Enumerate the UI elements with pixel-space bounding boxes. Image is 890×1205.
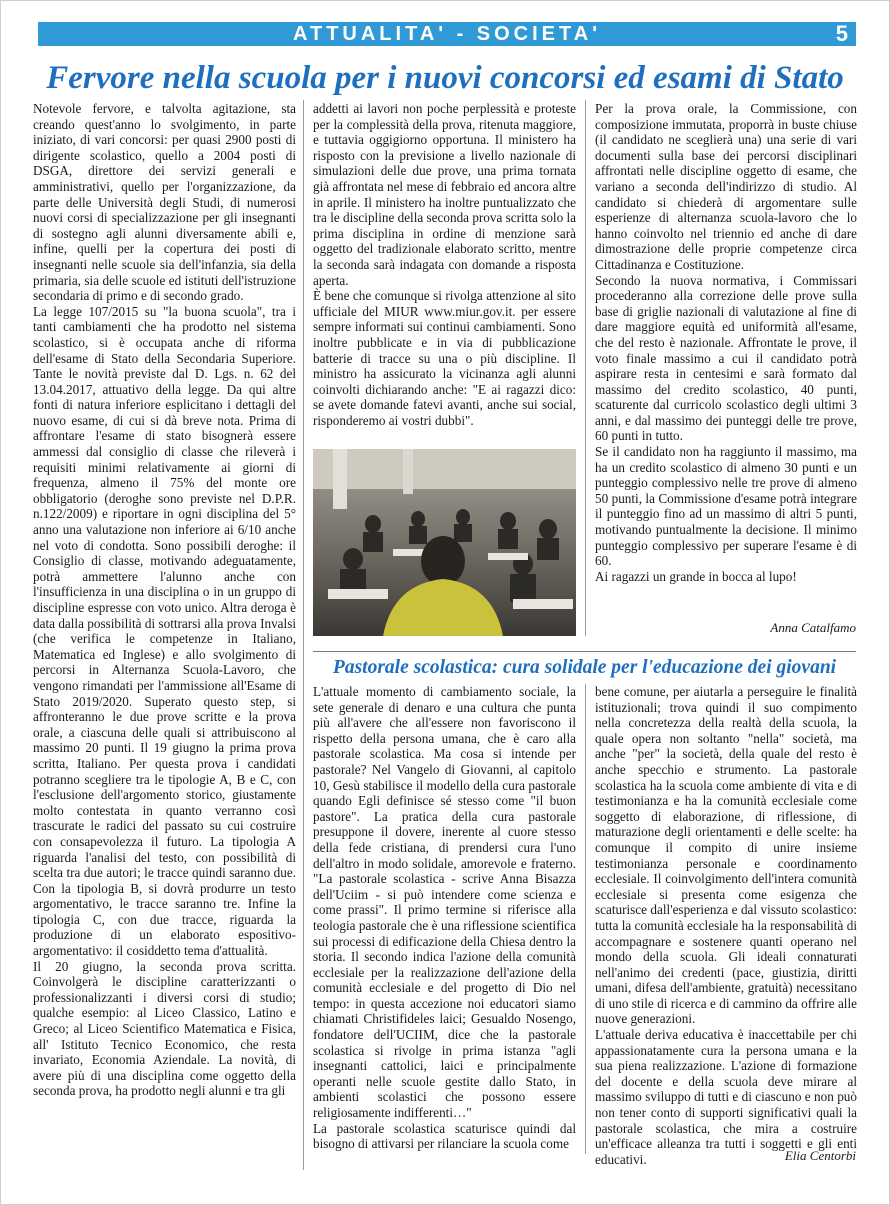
article2-headline: Pastorale scolastica: cura solidale per l'educazione dei giovani — [332, 657, 837, 678]
section-separator — [313, 651, 856, 652]
section-header-bar — [38, 22, 856, 46]
paragraph: È bene che comunque si rivolga attenzione al sito ufficiale del MIUR www.miur.gov.it. per essere sempre informati sui continui cambiamenti. Sono inoltre pubblicate e in via di pubblicazione batterie di tracce su una o più discipline. Il ministro ha assicurato la vicinanza agli alunni coinvolti dichiarando anche: "E ai ragazzi dico: se avete domande fatevi avanti, anche sui social, risponderemo ai vostri dubbi". — [313, 288, 576, 428]
paragraph: L'attuale momento di cambiamento sociale, la sete generale di denaro e una cultura che punta più all'avere che all'essere non favoriscono il rispetto della persona umana, che è caro alla pastorale scolastica. Ma cosa si intende per pastorale? Nel Vangelo di Giovanni, al capitolo 10, Gesù stabilisce il modello della cura pastorale quando Egli definisce sé stesso come "il buon pastore". La pratica della cura pastorale presuppone il dovere, inerente al cuore stesso della fede cristiana, di prendersi cura l'uno dell'altro in modo solidale, amorevole e fraterno. "La pastorale scolastica - scrive Anna Bisazza dell'Uciim - si può intendere come scienza e come prassi". Il primo termine si riferisce alla teologia pastorale che è una riflessione scientifica sui processi di edificazione della Chiesa dentro la storia. Il secondo indica l'azione della comunità ecclesiale per la realizzazione dell'azione della comunità ecclesiale e del progetto di Dio nel tempo: in questa accezione noi educatori siamo chiamati Christifideles laici; Gesualdo Nosengo, fondatore dell'UCIIM, dice che la pastorale scolastica si rivolge in prima istanza "agli insegnanti cattolici, laici e principalmente operanti nelle scuole gestite dallo Stato, in ambienti scolastici che possono essere religiosamente indifferenti…" — [313, 684, 576, 1121]
article1-column-1 — [33, 101, 296, 1171]
column-divider — [585, 100, 586, 636]
paragraph: Se il candidato non ha raggiunto il massimo, ma ha un credito scolastico di almeno 30 punti e un punteggio complessivo nelle tre prove di almeno 50 punti, la Commissione d'esame potrà integrare il punteggio fino ad un massimo di altri 5 punti, motivando puntualmente la decisione. Il minimo punteggio complessivo per superare l'esame è di 60. — [595, 444, 857, 569]
article1-column-2 — [313, 101, 576, 446]
paragraph: L'attuale deriva educativa è inaccettabile per chi appassionatamente cura la persona umana e la sua piena realizzazione. L'azione di formazione del docente e della scuola deve mirare al massimo sviluppo di tutti e di ciascuno e non può non tener conto di supporti significativi quali la pastorale scolastica, che mira a costruire un'efficace alleanza tra tutti i soggetti e gli enti educativi. — [595, 1027, 857, 1167]
paragraph: Ai ragazzi un grande in bocca al lupo! — [595, 568, 797, 584]
paragraph: Il 20 giugno, la seconda prova scritta. Coinvolgerà le discipline caratterizzanti o professionalizzanti i diversi corsi di studio; qualche esempio: al Liceo Classico, Latino e Greco; al Liceo Scientifico Matematica e Fisica, all' Istituto Tecnico Economico, che resta invariato, Economia Aziendale. La novità, di avere più di una disciplina come oggetto della seconda prova, ha prodotto negli alunni e tra gli — [33, 958, 296, 1099]
paragraph: Secondo la nuova normativa, i Commissari procederanno alla correzione delle prove sulla base di griglie nazionali di valutazione al fine di dare maggiore equità ed uniformità all'esame, che del resto è nazionale. Affrontate le prove, il voto finale massimo a cui il candidato potrà aspirare resta in centesimi e sarà formato dal massimo del credito scolastico, 40 punti, scaturente dal curricolo scolastico degli ultimi 3 anni, e dal massimo dei punteggi delle tre prove, 60 punti in tutto. — [595, 272, 857, 444]
column-divider — [303, 100, 304, 1170]
paragraph: Notevole fervore, e talvolta agitazione, sta creando quest'anno lo svolgimento, in parte iniziato, di vari concorsi: per quasi 2900 posti di dirigente scolastico, quello a 2004 posti di DSGA, direttore dei servizi generali e amministrativi, quello per l'organizzazione, da parte delle Università degli Studi, di numerosi nuovi corsi di specializzazione per gli insegnanti di sostegno agli alunni diversamente abili e, infine, quelli per la copertura dei posti di insegnanti nelle scuole sia dell'infanzia, sia della primaria, sia delle scuole ed istituti dell'istruzione secondaria di primo e di secondo grado. — [33, 101, 296, 304]
column-divider — [585, 684, 586, 1154]
article1-column-3 — [595, 101, 857, 616]
paragraph: La pastorale scolastica scaturisce quindi dal bisogno di attivarsi per rilanciare la scuola come — [313, 1120, 576, 1152]
page-number: 5 — [835, 21, 848, 46]
paragraph: Per la prova orale, la Commissione, con composizione immutata, proporrà in buste chiuse (il candidato ne sceglierà una) una serie di vari documenti sulla base dei percorsi disciplinari affrontati nelle discipline oggetto di esame, che variano a seconda dell'indirizzo di studio. Al candidato si chiederà di argomentare sulle esperienze di alternanza scuola-lavoro che lo hanno coinvolto nel triennio ed anche di dare dimostrazione delle proprie competenze circa Cittadinanza e Costituzione. — [595, 101, 857, 272]
paragraph: addetti ai lavori non poche perplessità e proteste per la complessità della prova, ritenuta maggiore, e tuttavia oggigiorno opportuna. Il ministero ha risposto con la previsione a livello nazionale di simulazioni delle due prove, una prima tornata già affrontata nel mese di febbraio ed ancora altre in aprile. Il ministero ha inoltre puntualizzato che tra le discipline della seconda prova scritta solo la prima disciplina in ordine di menzione sarà oggetto del tradizionale elaborato scritto, mentre la seconda sarà indagata con domande a risposta aperta. — [313, 101, 576, 288]
article2-column-1 — [313, 684, 576, 1154]
paragraph: bene comune, per aiutarla a perseguire le finalità istituzionali; trova quindi il suo compimento nella concretezza della realtà della scuola, la quale opera non soltanto "nella" società, ma anche "per" la società, della quale del resto è anche specchio e strumento. La pastorale scolastica ha la scuola come ambiente di vita e di testimonianza e ha la comunità ecclesiale come soggetto di elaborazione, di riflessione, di maturazione degli orientamenti e delle scelte: ha comunque il compito di unire insieme testimonianza personale e coordinamento ecclesiale. Il coinvolgimento dell'intera comunità ecclesiale si presenta come esigenza che scaturisce dall'esperienza e dal vissuto scolastico: tutta la comunità ecclesiale ha la responsabilità di accompagnare e sostenere quanti operano nel mondo della scuola. Gli ideali connaturati nell'animo dei credenti (pace, giustizia, diritti umani, difesa dell'ambiente, gratuità) necessitano di uno stile di ricerca e di cammino da offrire alle nuove generazioni. — [595, 684, 857, 1027]
section-title: ATTUALITA' - SOCIETA' — [293, 23, 601, 45]
article-headline: Fervore nella scuola per i nuovi concorsi ed esami di Stato — [46, 60, 844, 96]
article2-author: Elia Centorbi — [784, 1148, 856, 1163]
article1-author: Anna Catalfamo — [770, 620, 856, 635]
paragraph: La legge 107/2015 su "la buona scuola", tra i tanti cambiamenti che ha prodotto nel sistema scolastico, si è occupata anche di riforma dell'esame di Stato della Secondaria Superiore. Tante le novità previste dal D. Lgs. n. 62 del 13.04.2017, attuativo della legge. Da qui altre fonti di natura inferiore esplicitano i dettagli del nuovo esame, di cui si dà breve nota. Prima di affrontare l'esame di stato bisognerà essere ammessi dal consiglio di classe che rileverà i requisiti minimi relativamente ai giorni di frequenza, almeno il 75% del monte ore obbligatorio (deroghe sono previste nel D.P.R. n.122/2009) e riportare in ogni disciplina del 5° anno una valutazione non inferiore ai 6/10 anche nel voto di condotta. Sono possibili deroghe: il Consiglio di classe, motivando adeguatamente, potrà ammettere l'alunno anche con l'insufficienza in una disciplina o in un gruppo di discipline espresse con voto unico. Altra deroga è data dalla possibilità di sottrarsi alla prova Invalsi (che verifica le competenze in Italiano, Matematica ed Inglese) e allo svolgimento di percorsi in Alternanza Scuola-Lavoro, che vengono rimandati per l'ammissione all'Esame di Stato 2019/2020. Superato questo step, si affronteranno le due prove scritte e la prova orale, a ciascuna delle quali si attribuiscono al massimo 20 punti. Il 19 giugno la prima prova scritta, Italiano. Per questa prova i candidati potranno scegliere tra le tipologie A, B e C, con l'esclusione dell'argomento storico, giustamente molto contestata in quanto verranno così trascurate le radici del passato su cui costruire con consapevolezza il futuro. La tipologia A riguarda l'analisi del testo, con possibilità di scelta tra due autori; le tracce quindi saranno due. Con la tipologia B, si dovrà produrre un testo argomentativo, le tracce saranno tre. Infine la tipologia C, con due tracce, riguarda la produzione di un elaborato espositivo-argomentativo: il cosiddetto tema d'attualità. — [33, 303, 296, 959]
exam-classroom-photo — [313, 449, 576, 636]
